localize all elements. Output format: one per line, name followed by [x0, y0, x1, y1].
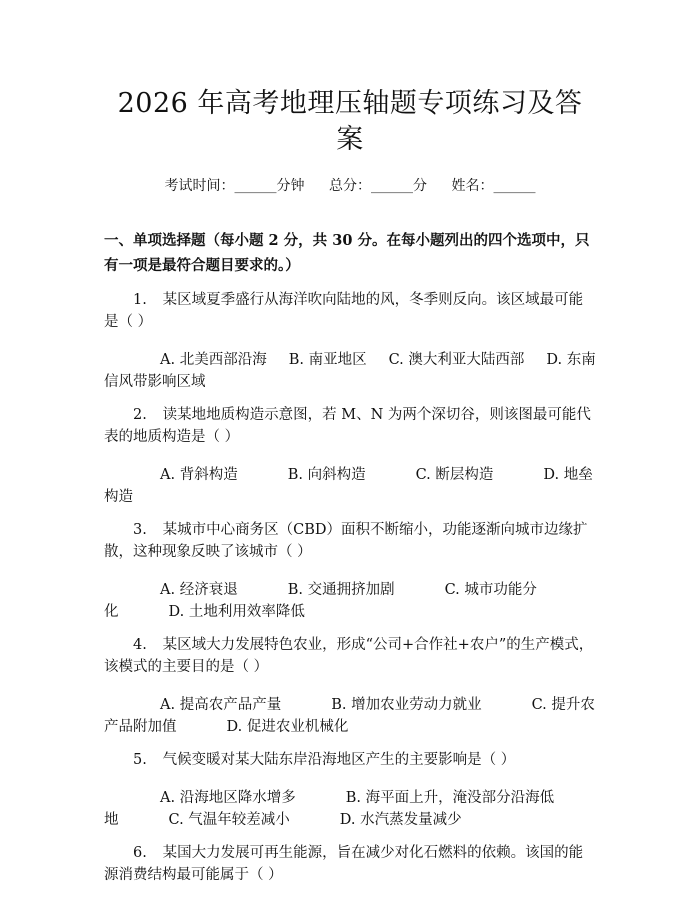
question-5	[104, 749, 596, 831]
option-b: B. 增加农业劳动力就业	[331, 697, 482, 713]
question-options	[104, 349, 596, 393]
option-a: A. 沿海地区降水增多	[160, 790, 296, 806]
question-options	[104, 464, 596, 508]
question-stem	[104, 404, 596, 448]
question-options	[104, 787, 596, 831]
option-c: C. 城市功能分化	[104, 582, 537, 620]
question-text: 某区域大力发展特色农业，形成“公司+合作社+农户”的生产模式，该模式的主要目的是（ ）	[104, 637, 594, 675]
question-number: 4.	[133, 637, 147, 653]
option-d: D. 促进农业机械化	[226, 719, 349, 735]
question-1	[104, 289, 596, 393]
question-text: 某城市中心商务区（CBD）面积不断缩小，功能逐渐向城市边缘扩散，这种现象反映了该城市（ ）	[104, 522, 588, 560]
question-2	[104, 404, 596, 508]
page-title: 2026 年高考地理压轴题专项练习及答案	[117, 88, 583, 155]
exam-info-line	[104, 176, 596, 196]
total-score-field: 总分：______分	[329, 178, 427, 194]
question-text: 读某地地质构造示意图，若 M、N 为两个深切谷，则该图最可能代表的地质构造是（ ）	[104, 407, 591, 445]
option-a: A. 北美西部沿海	[160, 352, 267, 368]
option-c: C. 断层构造	[415, 467, 494, 483]
question-6	[104, 842, 596, 886]
question-number: 3.	[133, 522, 147, 538]
question-text: 某国大力发展可再生能源，旨在减少对化石燃料的依赖。该国的能源消费结构最可能属于（ ）	[104, 845, 584, 883]
question-stem	[104, 289, 596, 333]
option-c: C. 澳大利亚大陆西部	[388, 352, 525, 368]
section-heading-single-choice: 一、单项选择题（每小题 2 分，共 30 分。在每小题列出的四个选项中，只有一项是最符合题目要求的。）	[104, 232, 590, 274]
option-d: D. 水汽蒸发量减少	[339, 812, 462, 828]
question-number: 6.	[133, 845, 147, 861]
option-d: D. 土地利用效率降低	[168, 604, 305, 620]
question-4	[104, 634, 596, 738]
question-stem	[104, 749, 596, 771]
option-b: B. 海平面上升，淹没部分沿海低地	[104, 790, 555, 828]
question-stem	[104, 519, 596, 563]
option-a: A. 背斜构造	[160, 467, 238, 483]
option-c: C. 气温年较差减小	[168, 812, 290, 828]
question-3	[104, 519, 596, 623]
option-a: A. 提高农产品产量	[160, 697, 282, 713]
question-text: 气候变暖对某大陆东岸沿海地区产生的主要影响是（ ）	[162, 752, 516, 768]
question-stem	[104, 842, 596, 886]
option-b: B. 向斜构造	[287, 467, 366, 483]
exam-time-field: 考试时间：______分钟	[164, 178, 305, 194]
option-d: D. 东南信风带影响区域	[104, 352, 596, 390]
option-b: B. 交通拥挤加剧	[287, 582, 395, 598]
question-number: 2.	[133, 407, 147, 423]
question-text: 某区域夏季盛行从海洋吹向陆地的风，冬季则反向。该区域最可能是（ ）	[104, 292, 584, 330]
student-name-field: 姓名：______	[451, 178, 536, 194]
option-b: B. 南亚地区	[288, 352, 367, 368]
question-number: 5.	[133, 752, 147, 768]
question-number: 1.	[133, 292, 147, 308]
option-c: C. 提升农产品附加值	[104, 697, 595, 735]
question-stem	[104, 634, 596, 678]
option-a: A. 经济衰退	[160, 582, 238, 598]
question-options	[104, 694, 596, 738]
option-d: D. 地垒构造	[104, 467, 593, 505]
question-options	[104, 579, 596, 623]
